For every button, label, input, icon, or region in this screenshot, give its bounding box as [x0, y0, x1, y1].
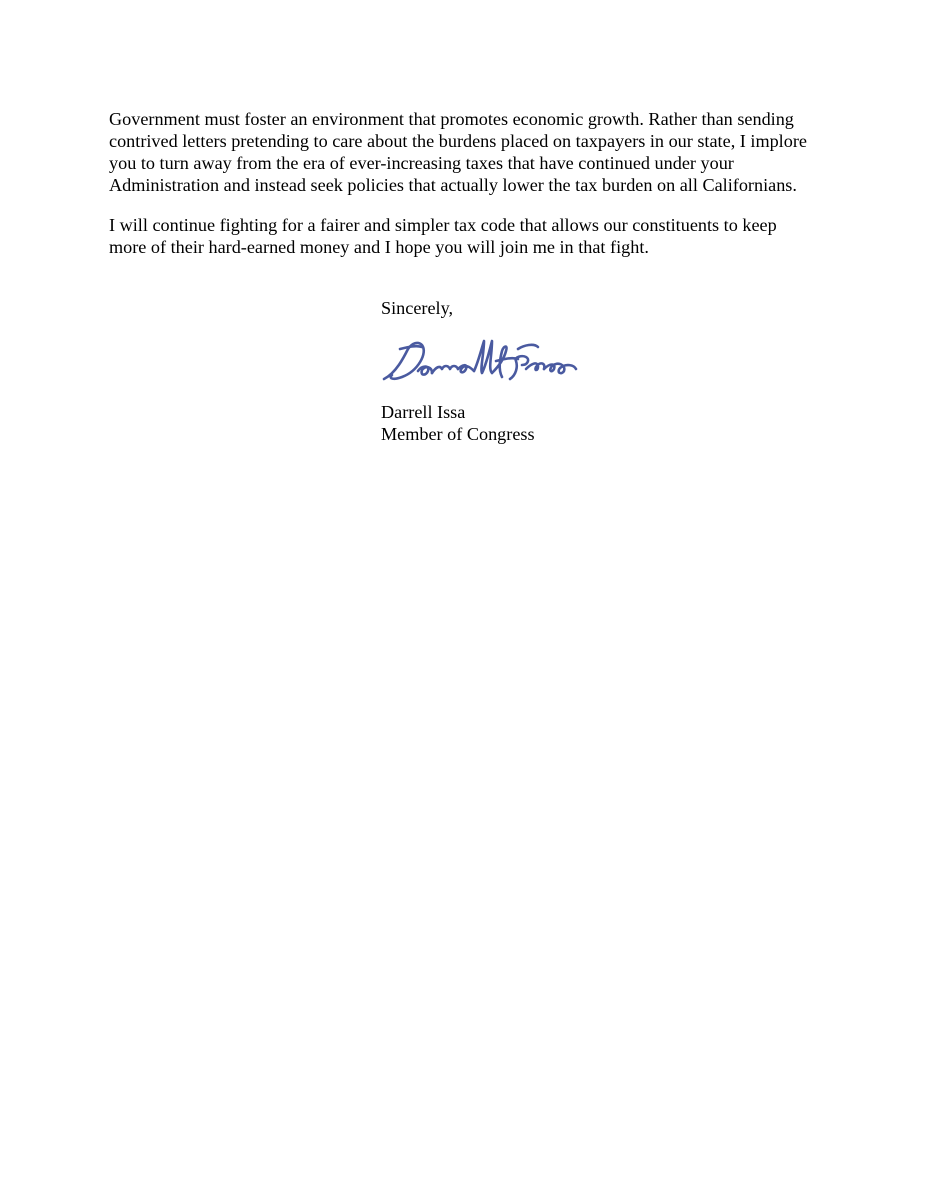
body-paragraph-1-line-4: Administration and instead seek policies that actually lower the tax burden on all Californians.	[109, 175, 797, 195]
body-paragraph-1-line-2: contrived letters pretending to care about the burdens placed on taxpayers in our state, I implore	[109, 131, 807, 151]
signature-drawing	[378, 335, 583, 393]
signer-title: Member of Congress	[381, 424, 535, 444]
closing-salutation: Sincerely,	[381, 298, 454, 318]
handwritten-signature	[378, 335, 583, 393]
body-paragraph-1-line-3: you to turn away from the era of ever-increasing taxes that have continued under your	[109, 153, 734, 173]
body-paragraph-1-line-1: Government must foster an environment that promotes economic growth. Rather than sending	[109, 109, 794, 129]
body-paragraph-2-line-1: I will continue fighting for a fairer and simpler tax code that allows our constituents to keep	[109, 215, 777, 235]
signature-strokes	[384, 341, 576, 379]
signer-name: Darrell Issa	[381, 402, 466, 422]
body-paragraph-2-line-2: more of their hard-earned money and I hope you will join me in that fight.	[109, 237, 649, 257]
